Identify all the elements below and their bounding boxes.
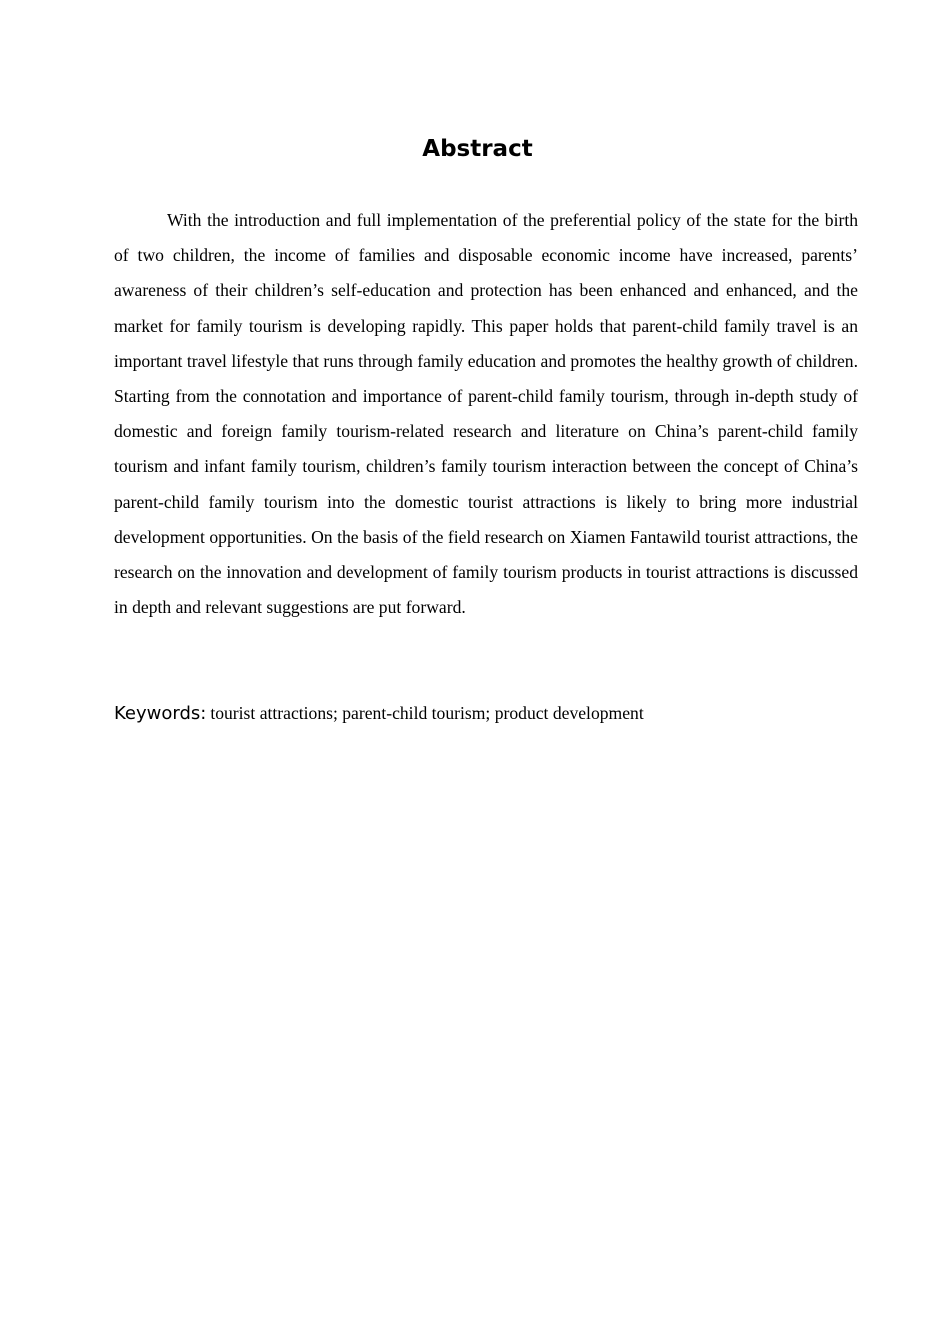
abstract-paragraph: With the introduction and full implementation of the preferential policy of the state for the birth of two children, the income of families and disposable economic income have increased, parents’ awareness of their children’s self-education and protection has been enhanced and enhanced, and the market for family tourism is developing rapidly. This paper holds that parent-child family travel is an important travel lifestyle that runs through family education and promotes the healthy growth of children. Starting from the connotation and importance of parent-child family tourism, through in-depth study of domestic and foreign family tourism-related research and literature on China’s parent-child family tourism and infant family tourism, children’s family tourism interaction between the concept of China’s parent-child family tourism into the domestic tourist attractions is likely to bring more industrial development opportunities. On the basis of the field research on Xiamen Fantawild tourist attractions, the research on the innovation and development of family tourism products in tourist attractions is discussed in depth and relevant suggestions are put forward. (114, 210, 858, 618)
keywords-label: Keywords: (114, 703, 207, 724)
keywords-text: tourist attractions; parent-child tourism; product development (210, 703, 644, 723)
page-title: Abstract (422, 136, 533, 162)
keywords-line (114, 697, 858, 731)
